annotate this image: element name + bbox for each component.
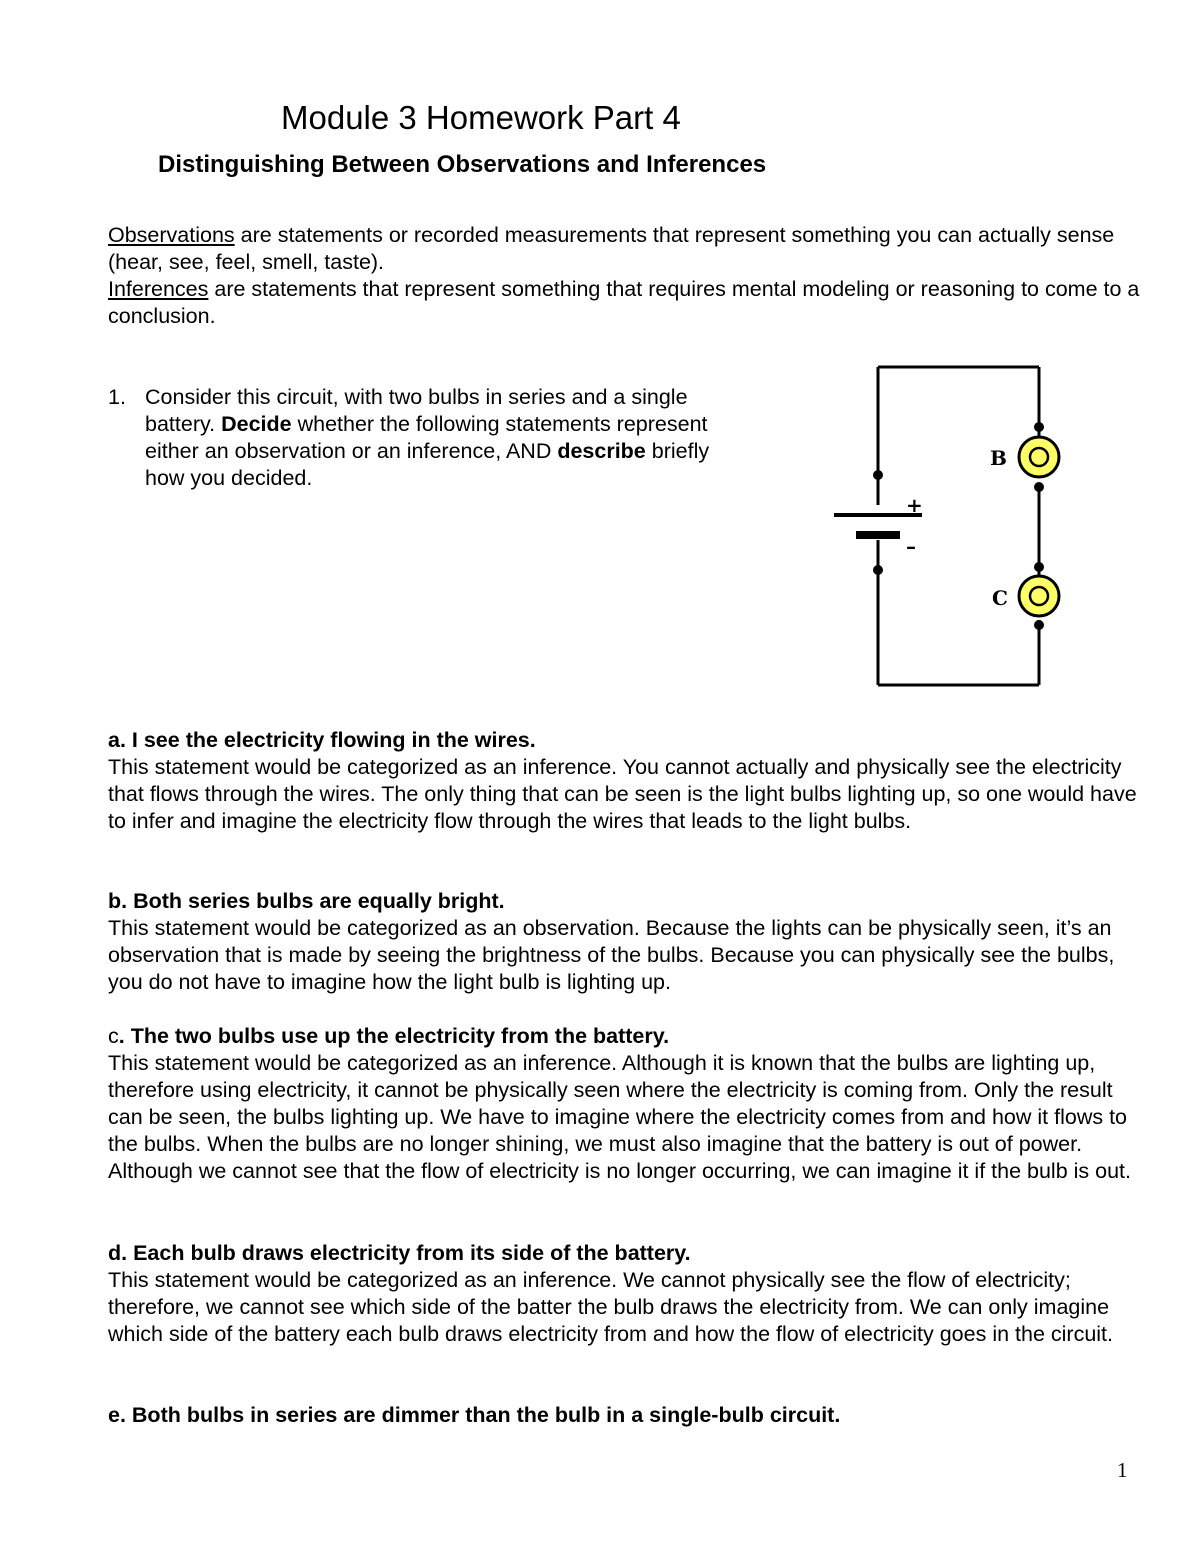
answer-c-prefix: c: [108, 1024, 119, 1048]
observations-text: are statements or recorded measurements that represent something you can actually sense (hear, see, feel, smell, taste).: [108, 223, 1115, 274]
bulb-b-label: B: [990, 446, 1007, 470]
inferences-term: Inferences: [108, 277, 209, 301]
question-text-part-2: whether the following statements represent either an observation or an inference, AND: [145, 412, 708, 463]
question-text-part-3: briefly how you decided.: [145, 439, 710, 490]
answer-e: [108, 1402, 1148, 1429]
circuit-diagram: [820, 355, 1090, 700]
bulb-c-label: C: [992, 586, 1008, 610]
answer-d-body: This statement would be categorized as an inference. We cannot physically see the flow of electricity; therefore, we cannot see which side of the batter the bulb draws the electricity from. We can only imagine which side of the battery each bulb draws electricity from and how the flow of electricity goes in the circuit.: [108, 1268, 1113, 1346]
page-title: Module 3 Homework Part 4: [281, 99, 681, 136]
question-text: [145, 384, 745, 492]
answer-d-heading: d. Each bulb draws electricity from its side of the battery.: [108, 1241, 691, 1265]
question-number: 1.: [108, 385, 126, 409]
inferences-definition: [108, 276, 1168, 330]
page-number: 1: [1117, 1458, 1128, 1482]
answer-c-heading: . The two bulbs use up the electricity from the battery.: [118, 1024, 670, 1048]
question-decide-word: Decide: [221, 412, 292, 436]
battery-minus-label: –: [906, 534, 916, 558]
bulb-c-icon: [992, 562, 1059, 630]
answer-c-heading-line: [108, 1023, 1148, 1050]
answer-b-heading: b. Both series bulbs are equally bright.: [108, 889, 505, 913]
answer-a-heading: a. I see the electricity flowing in the wires.: [108, 728, 536, 752]
page-subtitle: Distinguishing Between Observations and Inferences: [158, 151, 767, 178]
observations-term: Observations: [108, 223, 235, 247]
inferences-text: are statements that represent something that requires mental modeling or reasoning to come to a conclusion.: [108, 277, 1140, 328]
answer-b-body: This statement would be categorized as an observation. Because the lights can be physically seen, it’s an observation that is made by seeing the brightness of the bulbs. Because you can physically see the bulbs, you do not have to imagine how the light bulb is lighting up.: [108, 916, 1115, 994]
answer-a: [108, 727, 1148, 835]
question-describe-word: describe: [557, 439, 646, 463]
circuit-wires: [878, 367, 1039, 685]
battery-plus-label: +: [906, 493, 923, 517]
bulb-b-icon: [990, 422, 1059, 492]
answer-c-body: This statement would be categorized as an inference. Although it is known that the bulbs are lighting up, therefore using electricity, it cannot be physically seen where the electricity is coming from. Only the result can be seen, the bulbs lighting up. We have to imagine where the electricity comes from and how it flows to the bulbs. When the bulbs are no longer shining, we must also imagine that the battery is out of power. Although we cannot see that the flow of electricity is no longer occurring, we can imagine it if the bulb is out.: [108, 1051, 1132, 1183]
answer-d: [108, 1240, 1148, 1348]
answer-c: [108, 1023, 1148, 1185]
observations-definition: [108, 222, 1168, 276]
answer-b: [108, 888, 1148, 996]
answer-e-heading: e. Both bulbs in series are dimmer than the bulb in a single-bulb circuit.: [108, 1403, 841, 1427]
answer-a-body: This statement would be categorized as an inference. You cannot actually and physically see the electricity that flows through the wires. The only thing that can be seen is the light bulbs lighting up, so one would have to infer and imagine the electricity flow through the wires that leads to the light bulbs.: [108, 755, 1137, 833]
question-text-part-1: Consider this circuit, with two bulbs in series and a single battery.: [145, 385, 688, 436]
